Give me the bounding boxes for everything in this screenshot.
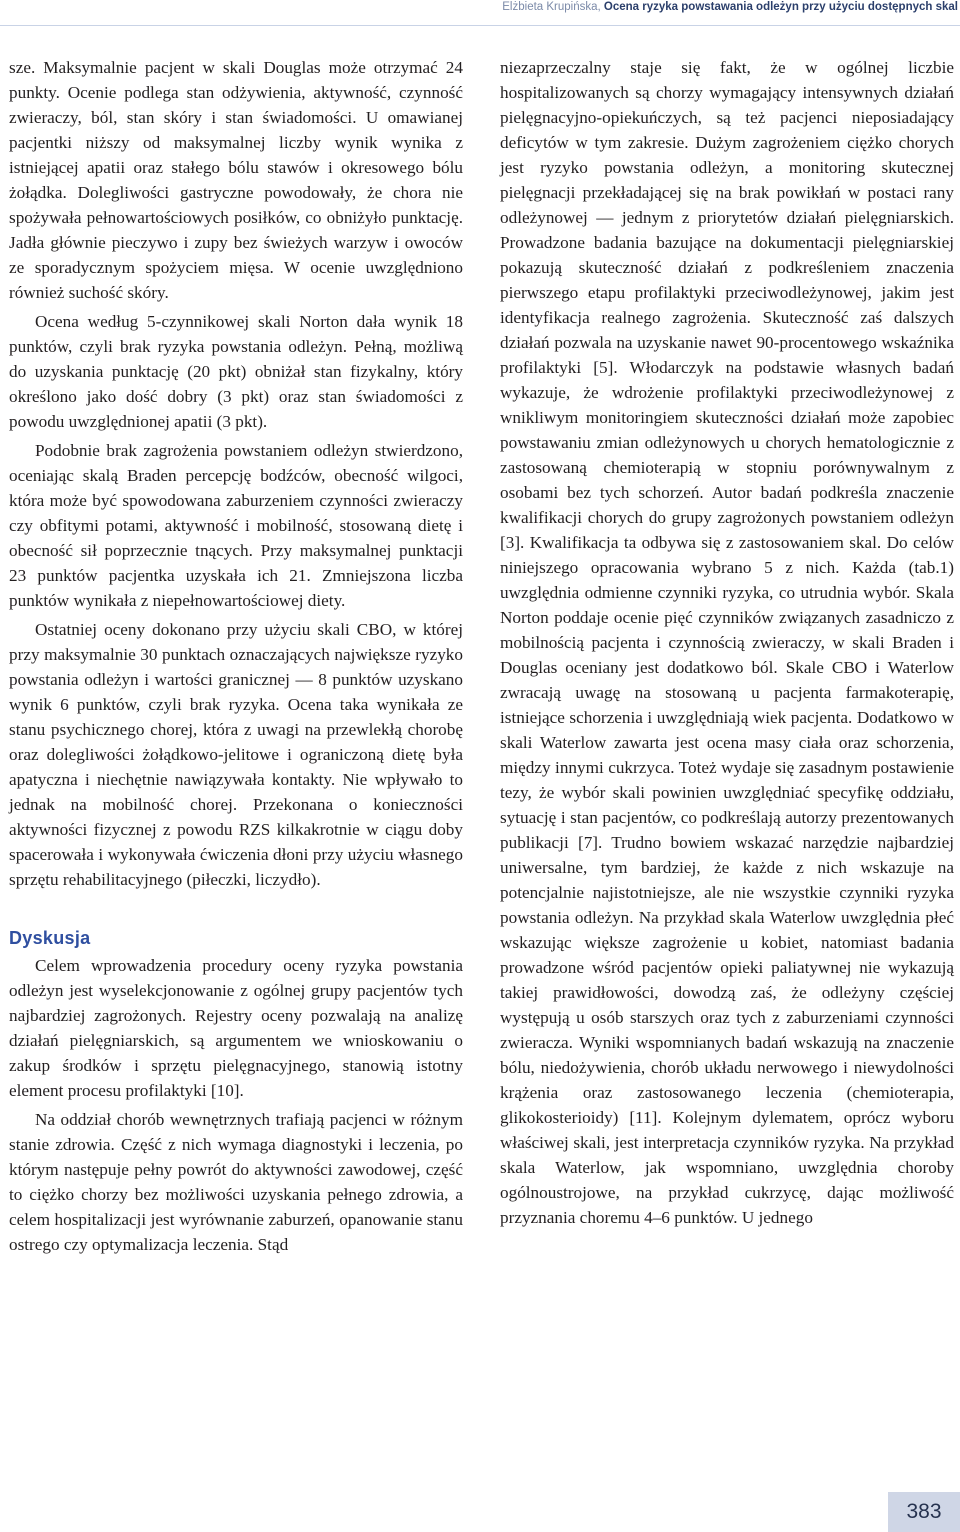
- header-title: Ocena ryzyka powstawania odleżyn przy użyciu dostępnych skal: [603, 1, 958, 13]
- right-column: [500, 55, 954, 1234]
- header-author: Elżbieta Krupińska: [502, 1, 598, 13]
- paragraph: Celem wprowadzenia procedury oceny ryzyka powstania odleżyn jest wyselekcjonowanie z ogólnej grupy pacjentów tych najbardziej zagrożonych. Rejestry oceny pozwalają na analizę działań pielęgniarskich, są argumentem we wnioskowaniu o zakup środków i sprzętu pielęgnacyjnego, stanowią istotny element procesu profilaktyki [10].: [9, 956, 463, 1100]
- paragraph: Ostatniej oceny dokonano przy użyciu skali CBO, w której przy maksymalnie 30 punktach oznaczających największe ryzyko powstania odleżyn i wartości granicznej — 8 punktów uzyskano wynik 6 punktów, czyli brak ryzyka. Ocena taka wynikała ze stanu psychicznego chorej, która z uwagi na przewlekłą chorobę oraz dolegliwości żołądkowo-jelitowe i ograniczoną dietę była apatyczna i niechętnie nawiązywała kontakty. Nie wpływało to jednak na mobilność chorej. Przekonana o konieczności aktywności fizycznej z powodu RZS kilkakrotnie w ciągu doby spacerowała i wykonywała ćwiczenia dłoni przy użyciu własnego sprzętu rehabilitacyjnego (piłeczki, liczydło).: [9, 620, 463, 889]
- paragraph: Ocena według 5-czynnikowej skali Norton dała wynik 18 punktów, czyli brak ryzyka powstania odleżyn. Pełną, możliwą do uzyskania punktację (20 pkt) obniżał stan fizykalny, który określono jako dość dobry (3 pkt) oraz stan świadomości z powodu uwzględnionej apatii (3 pkt).: [9, 312, 463, 431]
- header-separator: ,: [597, 1, 601, 13]
- paragraph: Podobnie brak zagrożenia powstaniem odleżyn stwierdzono, oceniając skalą Braden percepcję bodźców, obecność wilgoci, która może być spowodowana zaburzeniem czynności zwieraczy czy obfitymi potami, aktywność i mobilność, stosowaną dietę i obecność sił poprzecznie tnących. Przy maksymalnej punktacji 23 punktów pacjentka uzyskała ich 21. Zmniejszona liczba punktów wynikała z niepełnowartościowej diety.: [9, 441, 463, 610]
- running-header: [0, 0, 960, 26]
- paragraph: Na oddział chorób wewnętrznych trafiają pacjenci w różnym stanie zdrowia. Część z nich wymaga diagnostyki i leczenia, po którym następuje pełny powrót do aktywności zawodowej, część to ciężko chorzy bez możliwości uzyskania pełnego zdrowia, a celem hospitalizacji jest wyrównanie zaburzeń, opanowanie stanu ostrego czy optymalizacja leczenia. Stąd: [9, 1110, 463, 1254]
- section-heading-discussion: Dyskusja: [9, 928, 91, 948]
- page-number: 383: [888, 1492, 960, 1532]
- paragraph: niezaprzeczalny staje się fakt, że w ogólnej liczbie hospitalizowanych są chorzy wymagający intensywnych działań pielęgnacyjno-opiekuńczych, są też pacjenci nieposiadający deficytów w tym zakresie. Dużym zagrożeniem ciężko chorych jest ryzyko powstania odleżyn, a monitoring skutecznej pielęgnacji przekładającej się na brak powikłań w postaci rany odleżynowej — jednym z priorytetów działań pielęgniarskich. Prowadzone badania bazujące na dokumentacji pielęgniarskiej pokazują skuteczność działań z podkreśleniem znaczenia pierwszego etapu profilaktyki przeciwodleżynowej, jakim jest identyfikacja realnego zagrożenia. Skuteczność zaś dalszych działań pozwala na uzyskanie nawet 90-procentowego wskaźnika profilaktyki [5]. Włodarczyk na podstawie własnych badań wykazuje, że wdrożenie profilaktyki przeciwodleżynowej z wnikliwym monitoringiem skuteczności działań może zapobiec powstawaniu zmian odleżynowych u chorych hematologicznie z zastosowaną chemioterapią w stopniu porównywalnym z osobami bez tych schorzeń. Autor badań podkreśla znaczenie kwalifikacji chorych do grupy zagrożonych powstaniem odleżyn [3]. Kwalifikacja ta odbywa się z zastosowaniem skal. Do celów niniejszego opracowania wybrano 5 z nich. Każda (tab.1) uwzględnia odmienne czynniki ryzyka, co utrudnia wybór. Skala Norton poddaje ocenie pięć czynników związanych zasadniczo z mobilnością pacjenta i czynnością zwieraczy, w skali Braden i Douglas oceniany jest dodatkowo ból. Skale CBO i Waterlow zwracają uwagę na stosowaną u pacjenta farmakoterapię, istniejące schorzenia i uwzględniają wiek pacjenta. Dodatkowo w skali Waterlow zawarta jest ocena masy ciała oraz schorzenia, między innymi cukrzyca. Toteż wydaje się zasadnym postawienie tezy, że wybór skali powinien uwzględniać specyfikę oddziału, sytuację i stan pacjentów, co podkreślają autorzy prezentowanych publikacji [7]. Trudno bowiem wskazać narzędzie najbardziej uniwersalne, tym bardziej, że każde z nich wskazuje na potencjalnie najistotniejsze, ale nie wszystkie czynniki ryzyka powstania odleżyn. Na przykład skala Waterlow uwzględnia płeć wskazując większe zagrożenie u kobiet, natomiast badania prowadzone wśród pacjentów opieki paliatywnej nie wykazują takiej prawidłowości, dowodzą zaś, że odleżyny częściej występują u osób starszych oraz tych z zaburzeniami czynności zwieracza. Wyniki wspomnianych badań wskazują na znaczenie bólu, niedożywienia, chorób układu nerwowego i niewydolności krążenia oraz zastosowanego leczenia (chemioterapia, glikokosterioidy) [11]. Kolejnym dylematem, oprócz wyboru właściwej skali, jest interpretacja czynników ryzyka. Na przykład skala Waterlow, jak wspomniano, uwzględnia choroby ogólnoustrojowe, na przykład cukrzycę, dając możliwość przyznania choremu 4–6 punktów. U jednego: [500, 58, 954, 1227]
- left-column: [9, 55, 463, 1261]
- paragraph: sze. Maksymalnie pacjent w skali Douglas może otrzymać 24 punkty. Ocenie podlega stan odżywienia, aktywność, czynność zwieraczy, ból, stan skóry i stan świadomości. U omawianej pacjentki niższy od maksymalnej liczby wynik wynika z istniejącej apatii oraz stałego bólu stawów i okresowego bólu żołądka. Dolegliwości gastryczne powodowały, że chora nie spożywała pełnowartościowych posiłków, co obniżyło punktację. Jadła głównie pieczywo i zupy bez świeżych warzyw i owoców ze sporadycznym spożyciem mięsa. W ocenie uwzględniono również suchość skóry.: [9, 58, 463, 302]
